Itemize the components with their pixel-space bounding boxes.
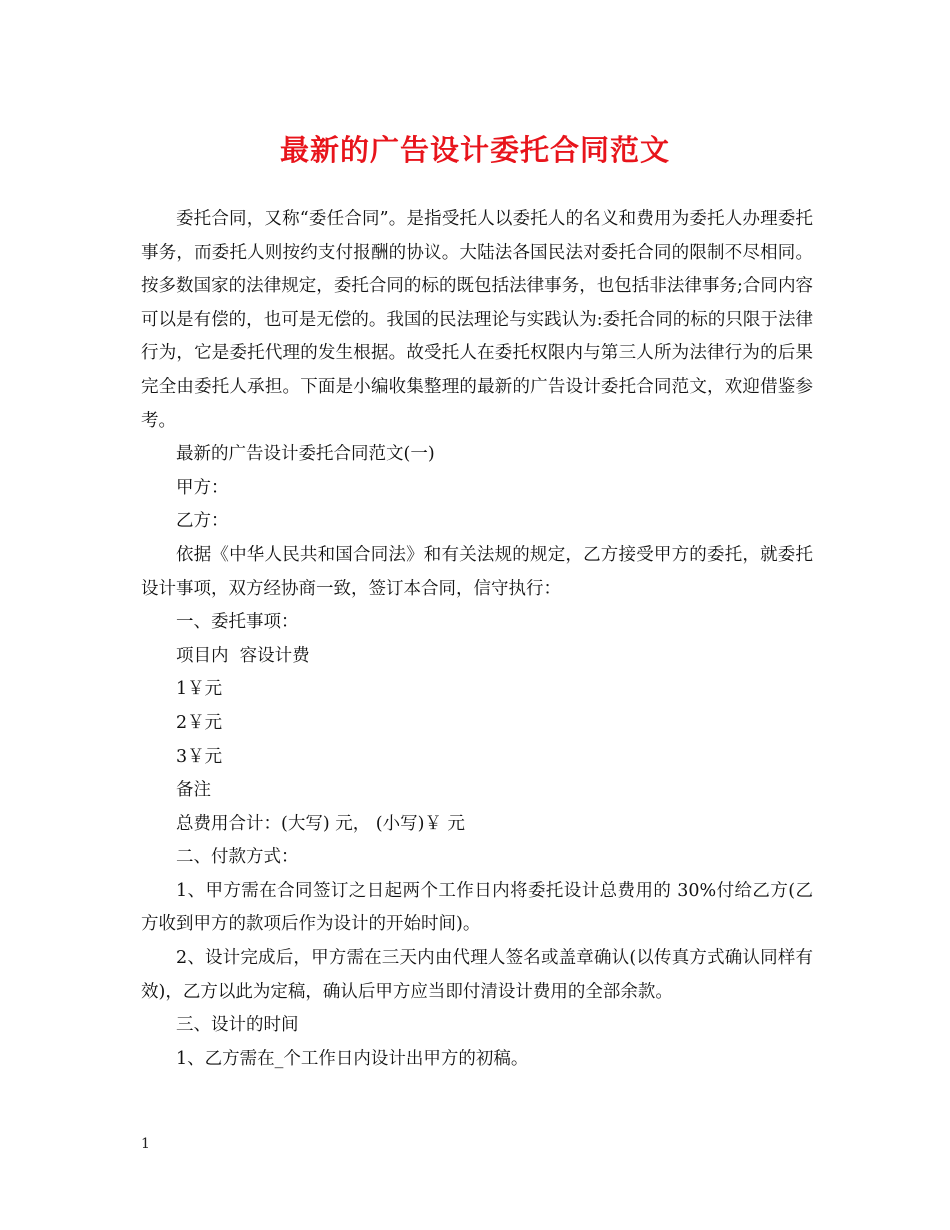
paragraph-total: 总费用合计：(大写) 元， (小写)￥ 元 — [176, 813, 465, 834]
paragraph-party-b: 乙方： — [176, 511, 229, 532]
paragraph-basis: 依据《中华人民共和国合同法》和有关法规的规定，乙方接受甲方的委托，就委托设计事项，双方经协商一致，签订本合同，信守执行： — [141, 544, 813, 599]
paragraph-item-3: 3￥元 — [176, 746, 223, 767]
paragraph-payment-2: 2、设计完成后，甲方需在三天内由代理人签名或盖章确认(以传真方式确认同样有效)，乙方以此为定稿，确认后甲方应当即付清设计费用的全部余款。 — [141, 948, 813, 1002]
paragraph-item-header: 项目内 容设计费 — [176, 645, 310, 666]
paragraph-section-2: 二、付款方式： — [176, 847, 299, 868]
document-title: 最新的广告设计委托合同范文 — [279, 133, 670, 167]
paragraph-intro: 委托合同，又称“委任合同”。是指受托人以委托人的名义和费用为委托人办理委托事务，而委托人则按约支付报酬的协议。大陆法各国民法对委托合同的限制不尽相同。按多数国家的法律规定，委托合同的标的既包括法律事务，也包括非法律事务;合同内容可以是有偿的，也可是无偿的。我国的民法理论与实践认为:委托合同的标的只限于法律行为，它是委托代理的发生根据。故受托人在委托权限内与第三人所为法律行为的后果完全由委托人承担。下面是小编收集整理的最新的广告设计委托合同范文，欢迎借鉴参考。 — [141, 209, 813, 431]
paragraph-payment-1: 1、甲方需在合同签订之日起两个工作日内将委托设计总费用的 30%付给乙方(乙方收到甲方的款项后作为设计的开始时间)。 — [141, 880, 813, 935]
paragraph-section-1: 一、委托事项： — [176, 612, 299, 633]
paragraph-section-3: 三、设计的时间 — [176, 1015, 299, 1036]
paragraph-party-a: 甲方： — [176, 477, 229, 498]
page-number: 1 — [141, 1136, 150, 1152]
paragraph-item-1: 1￥元 — [176, 679, 223, 700]
paragraph-subtitle: 最新的广告设计委托合同范文(一) — [176, 444, 435, 465]
paragraph-remarks: 备注 — [176, 780, 211, 801]
paragraph-item-2: 2￥元 — [176, 712, 223, 733]
document-body — [141, 203, 813, 1076]
paragraph-time-1: 1、乙方需在_个工作日内设计出甲方的初稿。 — [176, 1048, 529, 1069]
